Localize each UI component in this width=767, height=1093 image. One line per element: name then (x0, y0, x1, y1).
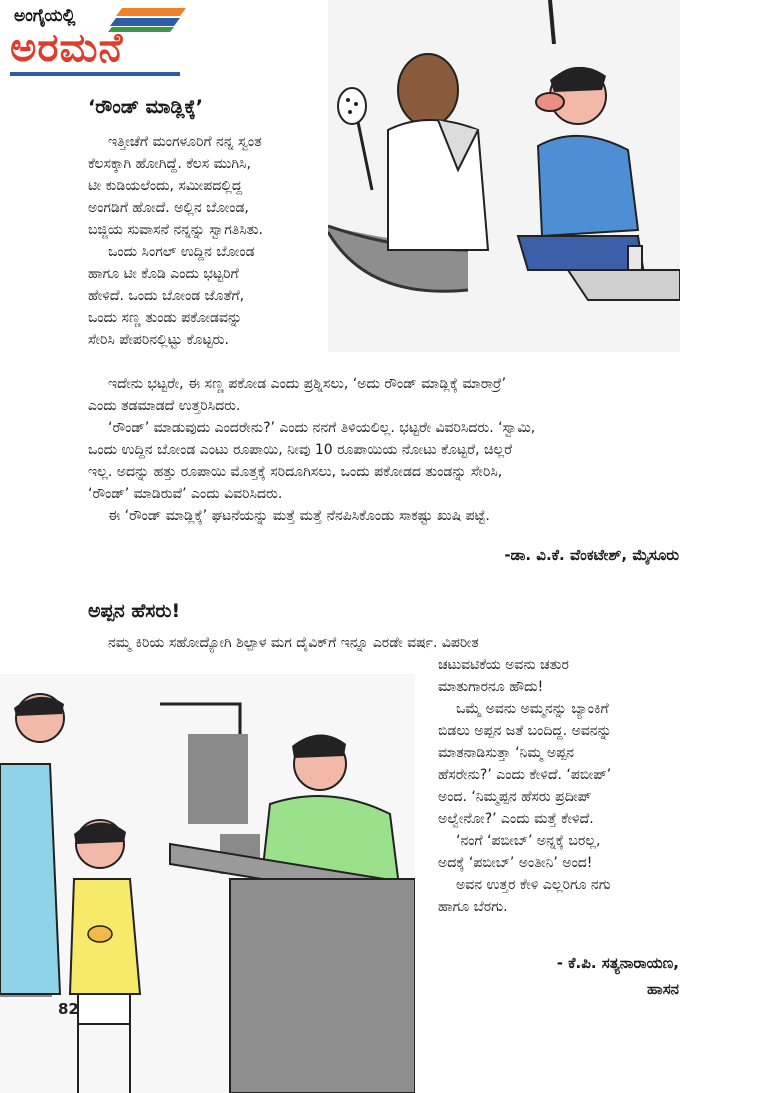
story2-narrow-column (438, 654, 612, 918)
story1-narrow-column (88, 131, 263, 351)
page-number: 82 (58, 1000, 79, 1018)
story1-line: ಇದೇನು ಭಟ್ಟರೇ, ಈ ಸಣ್ಣ ಪಕೋಡ ಎಂದು ಪ್ರಶ್ನಿಸಲು, ‘ಅದು ರೌಂಡ್ ಮಾಡ್ಲಿಕ್ಕೆ ಮಾರಾರ್ರೆ’ (108, 376, 507, 392)
story2-first-line: ನಮ್ಮ ಕಿರಿಯ ಸಹೋದ್ಯೋಗಿ ಶಿಲ್ಪಾಳ ಮಗ ದೈವಿಕ್‌ಗೆ ಇನ್ನೂ ಎರಡೇ ವರ್ಷ. ವಿಪರೀತ (108, 635, 479, 651)
story1-line: ಕೆಲಸಕ್ಕಾಗಿ ಹೋಗಿದ್ದೆ. ಕೆಲಸ ಮುಗಿಸಿ, (88, 156, 251, 172)
logo-underline (10, 72, 180, 76)
story1-line: ‘ರೌಂಡ್’ ಮಾಡಿರುವೆ’ ಎಂದು ವಿವರಿಸಿದರು. (88, 486, 283, 502)
story2-line: ಚಟುವಟಿಕೆಯ ಅವನು ಚತುರ (438, 657, 569, 673)
story2-line: ಅದಕ್ಕೆ ‘ಪಬೀಬ್’ ಅಂತೀನಿ’ ಅಂದ! (438, 855, 593, 871)
logo (0, 0, 200, 80)
logo-main-word: ಅರಮನೆ (10, 25, 124, 71)
story1-title: ‘ರೌಂಡ್ ಮಾಡ್ಲಿಕ್ಕೆ’ (88, 96, 203, 118)
story1-line: ಹೇಳಿದೆ. ಒಂದು ಬೋಂಡ ಜೊತೆಗೆ, (88, 288, 245, 304)
story2-signature-line2: ಹಾಸನ (647, 980, 679, 998)
story1-line: ಹಾಗೂ ಟೀ ಕೊಡಿ ಎಂದು ಭಟ್ಟರಿಗೆ (88, 266, 239, 282)
story2-line: ಅಂದ. ‘ನಿಮ್ಮಪ್ಪನ ಹೆಸರು ಪ್ರದೀಪ್ (438, 789, 592, 805)
story2-line: ‘ನಂಗೆ ‘ಪಬೀಬ್’ ಅನ್ನಕ್ಕೆ ಬರಲ್ಲ, (456, 833, 601, 849)
story1-line: ‘ರೌಂಡ್’ ಮಾಡುವುದು ಎಂದರೇನು?’ ಎಂದು ನನಗೆ ತಿಳಿಯಲಿಲ್ಲ. ಭಟ್ಟರೇ ವಿವರಿಸಿದರು. ‘ಸ್ವಾಮಿ, (108, 420, 536, 436)
story2-line: ಮಾತುಗಾರನೂ ಹೌದು! (438, 679, 544, 695)
story2-signature-line1: - ಕೆ.ಪಿ. ಸತ್ಯನಾರಾಯಣ, (556, 954, 679, 972)
story1-line: ಒಂದು ಉದ್ದಿನ ಬೋಂಡ ಎಂಟು ರೂಪಾಯಿ, ನೀವು 10 ರೂಪಾಯಿಯ ನೋಟು ಕೊಟ್ಟರೆ, ಚಿಲ್ಲರೆ (88, 442, 513, 458)
logo-top-text: ಅಂಗೈಯಲ್ಲಿ (14, 6, 76, 26)
story1-line: ಇಲ್ಲ. ಅದನ್ನು ಹತ್ತು ರೂಪಾಯಿ ಮೊತ್ತಕ್ಕೆ ಸರಿದೂಗಿಸಲು, ಒಂದು ಪಕೋಡದ ತುಂಡನ್ನು ಸೇರಿಸಿ, (88, 464, 503, 480)
story2-title: ಅಪ್ಪನ ಹೆಸರು! (88, 600, 181, 622)
story1-line: ಒಂದು ಸಣ್ಣ ತುಂಡು ಪಕೋಡವನ್ನು (88, 310, 243, 326)
story1-line: ಈ ‘ರೌಂಡ್ ಮಾಡ್ಲಿಕ್ಕೆ’ ಘಟನೆಯನ್ನು ಮತ್ತೆ ಮತ್ತೆ ನೆನಪಿಸಿಕೊಂಡು ಸಾಕಷ್ಟು ಖುಷಿ ಪಟ್ಟೆ. (108, 508, 490, 524)
story1-line: ಎಂದು ತಡಮಾಡದೆ ಉತ್ತರಿಸಿದರು. (88, 398, 241, 414)
story2-line: ಬಿಡಲು ಅಪ್ಪನ ಜತೆ ಬಂದಿದ್ದ. ಅವನನ್ನು (438, 723, 612, 739)
story2-line: ಮಾತನಾಡಿಸುತ್ತಾ ‘ನಿಮ್ಮ ಅಪ್ಪನ (438, 745, 575, 761)
story1-line: ಸೇರಿಸಿ ಪೇಪರಿನಲ್ಲಿಟ್ಟು ಕೊಟ್ಟರು. (88, 332, 229, 348)
story1-line: ಒಂದು ಸಿಂಗಲ್ ಉದ್ದಿನ ಬೋಂಡ (108, 244, 255, 260)
story1-wide-column (88, 373, 680, 527)
story2-line: ಅಲ್ವೇನೋ?’ ಎಂದು ಮತ್ತೆ ಕೇಳಿದೆ. (438, 811, 594, 827)
story1-signature: -ಡಾ. ವಿ.ಕೆ. ವೆಂಕಟೇಶ್, ಮೈಸೂರು (504, 546, 679, 564)
story2-line: ಹಾಗೂ ಬೆರಗು. (438, 899, 508, 915)
story2-line: ಹೆಸರೇನು?’ ಎಂದು ಕೇಳಿದೆ. ‘ಪಬೀಪ್’ (438, 767, 612, 783)
story1-line: ಟೀ ಕುಡಿಯಲೆಂದು, ಸಮೀಪದಲ್ಲಿದ್ದ (88, 178, 243, 194)
story1-line: ಬಜ್ಜಿಯ ಸುವಾಸನೆ ನನ್ನನ್ನು ಸ್ವಾಗತಿಸಿತು. (88, 222, 263, 238)
story2-line: ಒಮ್ಮೆ ಅವನು ಅಮ್ಮನನ್ನು ಬ್ಯಾಂಕಿಗೆ (456, 701, 609, 717)
story1-line: ಇತ್ತೀಚೆಗೆ ಮಂಗಳೂರಿಗೆ ನನ್ನ ಸ್ವಂತ (108, 134, 262, 150)
story1-line: ಅಂಗಡಿಗೆ ಹೋದೆ. ಅಲ್ಲಿನ ಬೋಂಡ, (88, 200, 249, 216)
illustration-tea-shop (328, 0, 680, 352)
story2-line: ಅವನ ಉತ್ತರ ಕೇಳಿ ಎಲ್ಲರಿಗೂ ನಗು (456, 877, 611, 893)
logo-main-text (10, 24, 123, 72)
illustration-bank-counter (0, 674, 415, 1093)
